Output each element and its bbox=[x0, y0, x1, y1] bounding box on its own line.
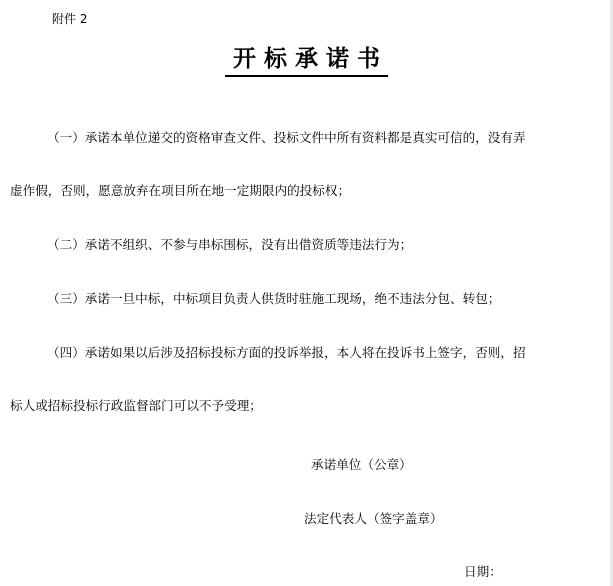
document-title-text: 开标承诺书 bbox=[225, 44, 388, 77]
attachment-label: 附件 2 bbox=[52, 12, 88, 26]
paragraph-1-line-2: 虚作假，否则，愿意放弃在项目所在地一定期限内的投标权； bbox=[10, 183, 351, 198]
paragraph-4-line-2: 标人或招标投标行政监督部门可以不予受理； bbox=[10, 398, 262, 413]
paragraph-3: （三）承诺一旦中标，中标项目负责人供货时驻施工现场，绝不违法分包、转包； bbox=[47, 291, 501, 306]
paragraph-2: （二）承诺不组织、不参与串标围标，没有出借资质等违法行为； bbox=[47, 237, 413, 252]
signature-representative: 法定代表人（签字盖章） bbox=[304, 511, 443, 526]
document-title bbox=[0, 44, 613, 77]
paragraph-4-line-1: （四）承诺如果以后涉及招标投标方面的投诉举报，本人将在投诉书上签字，否则，招 bbox=[47, 345, 526, 360]
paragraph-1-line-1: （一）承诺本单位递交的资格审查文件、投标文件中所有资料都是真实可信的，没有弄 bbox=[47, 130, 526, 145]
signature-unit: 承诺单位（公章） bbox=[311, 457, 412, 472]
signature-date: 日期： bbox=[464, 564, 502, 579]
